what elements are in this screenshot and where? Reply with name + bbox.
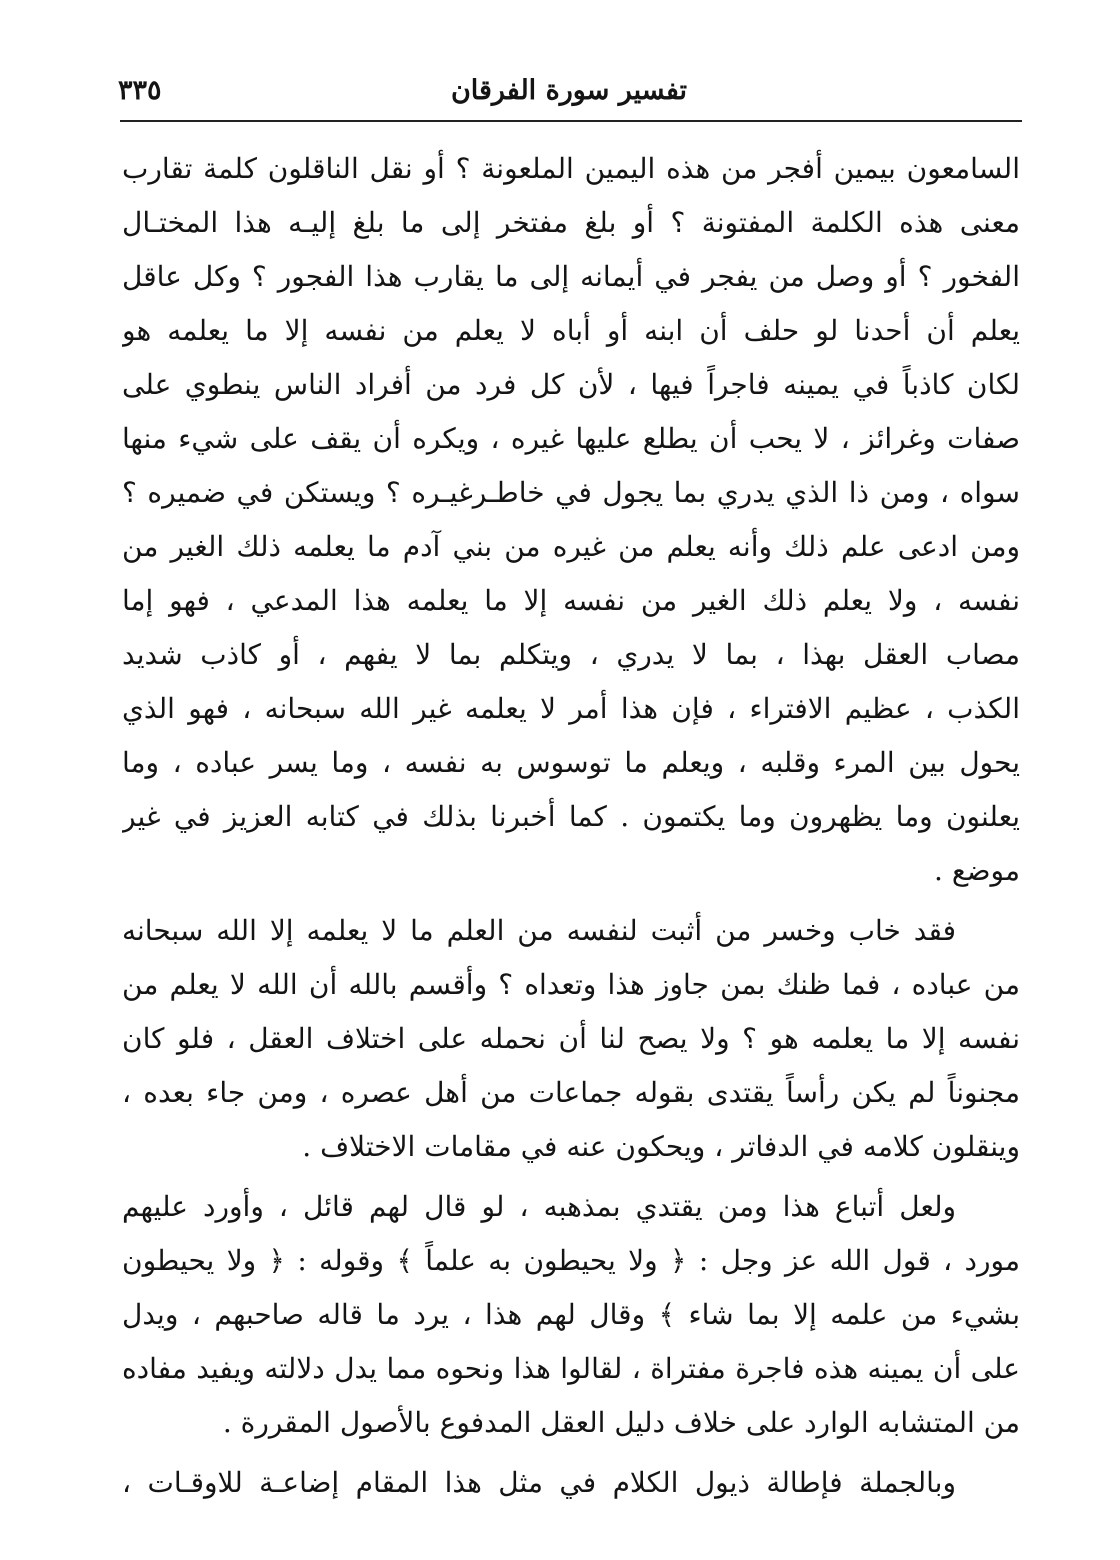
header-rule: [120, 120, 1022, 122]
paragraph: [122, 1456, 1020, 1510]
text-line: على أن يمينه هذه فاجرة مفتراة ، لقالوا هذا ونحوه مما يدل دلالته ويفيد مفاده: [122, 1352, 1020, 1385]
text-line: بشيء من علمه إلا بما شاء ﴾ وقال لهم هذا ، يرد ما قاله صاحبهم ، ويدل: [122, 1298, 1020, 1331]
text-line: من عباده ، فما ظنك بمن جاوز هذا وتعداه ؟ وأقسم بالله أن الله لا يعلم من: [122, 968, 1020, 1001]
text-line: مصاب العقل بهذا ، بما لا يدري ، ويتكلم بما لا يفهم ، أو كاذب شديد: [122, 638, 1020, 671]
text-line: وينقلون كلامه في الدفاتر ، ويحكون عنه في مقامات الاختلاف .: [302, 1130, 1020, 1163]
text-line: الفخور ؟ أو وصل من يفجر في أيمانه إلى ما يقارب هذا الفجور ؟ وكل عاقل: [122, 260, 1020, 293]
text-line: السامعون بيمين أفجر من هذه اليمين الملعونة ؟ أو نقل الناقلون كلمة تقارب: [122, 152, 1020, 185]
text-line: ولعل أتباع هذا ومن يقتدي بمذهبه ، لو قال لهم قائل ، وأورد عليهم: [122, 1190, 956, 1223]
page-number: ٣٣٥: [118, 75, 162, 106]
text-line: صفات وغرائز ، لا يحب أن يطلع عليها غيره ، ويكره أن يقف على شيء منها: [122, 422, 1020, 455]
paragraph: [122, 1180, 1020, 1450]
text-line: وبالجملة فإطالة ذيول الكلام في مثل هذا المقام إضاعـة للاوقـات ،: [122, 1466, 956, 1499]
text-line: يعلم أن أحدنا لو حلف أن ابنه أو أباه لا يعلم من نفسه إلا ما يعلمه هو: [122, 314, 1020, 347]
running-title: تفسير سورة الفرقان: [450, 75, 688, 106]
paragraph: [122, 142, 1020, 898]
body-text: [122, 142, 1020, 1510]
text-line: معنى هذه الكلمة المفتونة ؟ أو بلغ مفتخر إلى ما بلغ إليـه هذا المختـال: [122, 206, 1020, 239]
text-line: فقد خاب وخسر من أثبت لنفسه من العلم ما لا يعلمه إلا الله سبحانه: [122, 914, 956, 947]
text-line: نفسه إلا ما يعلمه هو ؟ ولا يصح لنا أن نحمله على اختلاف العقل ، فلو كان: [122, 1022, 1020, 1055]
text-line: مورد ، قول الله عز وجل : ﴿ ولا يحيطون به علماً ﴾ وقوله : ﴿ ولا يحيطون: [122, 1244, 1020, 1277]
text-line: يعلنون وما يظهرون وما يكتمون . كما أخبرنا بذلك في كتابه العزيز في غير: [122, 800, 1020, 833]
text-line: الكذب ، عظيم الافتراء ، فإن هذا أمر لا يعلمه غير الله سبحانه ، فهو الذي: [122, 692, 1020, 725]
text-line: من المتشابه الوارد على خلاف دليل العقل المدفوع بالأصول المقررة .: [222, 1406, 1020, 1439]
text-line: نفسه ، ولا يعلم ذلك الغير من نفسه إلا ما يعلمه هذا المدعي ، فهو إما: [122, 584, 1020, 617]
text-line: موضع .: [934, 854, 1020, 887]
page-header: [118, 68, 1020, 114]
paragraph: [122, 904, 1020, 1174]
text-line: لكان كاذباً في يمينه فاجراً فيها ، لأن كل فرد من أفراد الناس ينطوي على: [122, 368, 1020, 401]
text-line: ومن ادعى علم ذلك وأنه يعلم من غيره من بني آدم ما يعلمه ذلك الغير من: [122, 530, 1020, 563]
text-line: مجنوناً لم يكن رأساً يقتدى بقوله جماعات من أهل عصره ، ومن جاء بعده ،: [122, 1076, 1020, 1109]
text-line: سواه ، ومن ذا الذي يدري بما يجول في خاطـرغيـره ؟ ويستكن في ضميره ؟: [122, 476, 1020, 509]
text-line: يحول بين المرء وقلبه ، ويعلم ما توسوس به نفسه ، وما يسر عباده ، وما: [122, 746, 1020, 779]
